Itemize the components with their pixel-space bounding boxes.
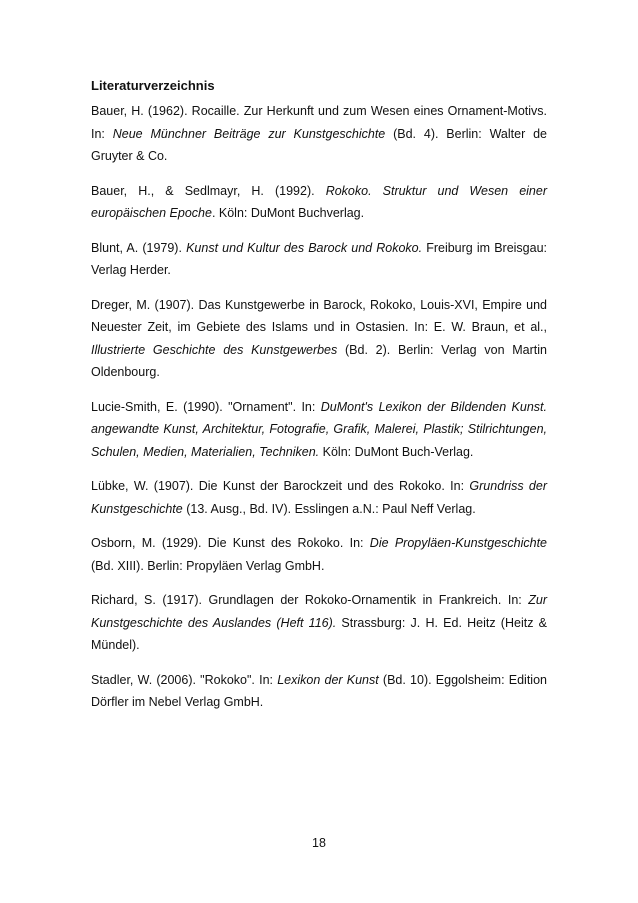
reference-text: Freiburg im Breisgau: Verlag Herder. <box>91 240 547 277</box>
reference-title: Grundriss der Kunstgeschichte <box>91 479 547 516</box>
reference-text: Strassburg: J. H. Ed. Heitz (Heitz & Mündel). <box>91 615 547 652</box>
reference-text: (Bd. 4). Berlin: Walter de Gruyter & Co. <box>91 126 547 163</box>
reference-text: Bauer, H., & Sedlmayr, H. (1992). <box>91 183 326 198</box>
reference-entry <box>91 100 547 168</box>
reference-entry <box>91 294 547 384</box>
reference-text: . Köln: DuMont Buchverlag. <box>211 206 365 220</box>
reference-title: Neue Münchner Beiträge zur Kunstgeschichte <box>112 126 386 141</box>
reference-text: Blunt, A. (1979). <box>91 240 187 255</box>
reference-entry <box>91 396 547 464</box>
reference-title: DuMont's Lexikon der Bildenden Kunst. angewandte Kunst, Architektur, Fotografie, Grafik, Malerei, Plastik; Stilrichtungen, Schulen, Medien, Materialien, Techniken. <box>91 399 547 459</box>
reference-entry <box>91 589 547 657</box>
reference-text: Richard, S. (1917). Grundlagen der Rokoko-Ornamentik in Frankreich. In: <box>91 593 529 607</box>
reference-text: Stadler, W. (2006). "Rokoko". In: <box>91 672 278 687</box>
reference-entry <box>91 475 547 520</box>
reference-text: (Bd. 10). Eggolsheim: Edition Dörfler im Nebel Verlag GmbH. <box>91 672 547 709</box>
reference-title: Die Propyläen-Kunstgeschichte <box>369 536 548 550</box>
reference-entry <box>91 669 547 714</box>
reference-text: (Bd. XIII). Berlin: Propyläen Verlag GmbH. <box>91 558 325 573</box>
reference-text: Bauer, H. (1962). Rocaille. Zur Herkunft und zum Wesen eines Ornament-Motivs. In: <box>91 104 547 141</box>
reference-text: Lucie-Smith, E. (1990). "Ornament". In: <box>91 399 321 414</box>
page-number: 18 <box>312 836 326 850</box>
reference-entry <box>91 532 547 577</box>
reference-list <box>91 100 547 726</box>
reference-entry <box>91 237 547 282</box>
page-title: Literaturverzeichnis <box>91 78 215 93</box>
reference-title: Lexikon der Kunst <box>277 672 379 687</box>
reference-text: Köln: DuMont Buch-Verlag. <box>319 444 474 459</box>
reference-text: Dreger, M. (1907). Das Kunstgewerbe in Barock, Rokoko, Louis-XVI, Empire und Neuester Zeit, im Gebiete des Islams und in Ostasien. In: E. W. Braun, et al., <box>91 297 547 334</box>
reference-text: Lübke, W. (1907). Die Kunst der Barockzeit und des Rokoko. In: <box>91 479 470 493</box>
reference-title: Illustrierte Geschichte des Kunstgewerbes <box>91 342 338 357</box>
reference-text: Osborn, M. (1929). Die Kunst des Rokoko. In: <box>91 536 370 550</box>
reference-entry <box>91 180 547 225</box>
reference-title: Kunst und Kultur des Barock und Rokoko. <box>186 240 423 255</box>
reference-title: Zur Kunstgeschichte des Auslandes (Heft 116). <box>91 593 547 630</box>
reference-text: (13. Ausg., Bd. IV). Esslingen a.N.: Paul Neff Verlag. <box>182 501 476 516</box>
reference-title: Rokoko. Struktur und Wesen einer europäischen Epoche <box>91 183 547 220</box>
reference-text: (Bd. 2). Berlin: Verlag von Martin Oldenbourg. <box>91 342 547 379</box>
